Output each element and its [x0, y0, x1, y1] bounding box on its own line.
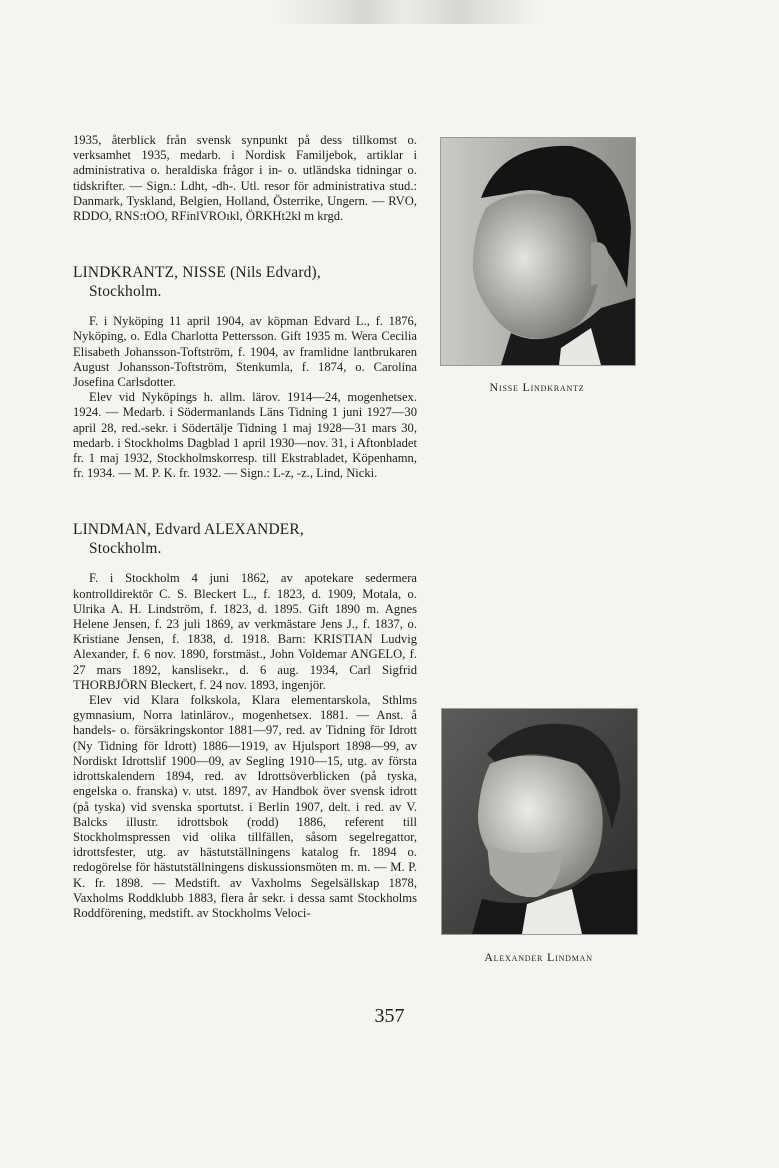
entry-lindkrantz [73, 263, 417, 481]
entry-heading [73, 263, 417, 301]
page-number: 357 [374, 1005, 405, 1027]
intro-paragraph: 1935, återblick från svensk synpunkt på dess tillkomst o. verksamhet 1935, medarb. i Nordisk Familjebok, artiklar i administrativa o. heraldiska frågor i in- o. utländska tidningar o. tidskrifter. — Sign.: Ldht, -dh-. Utl. resor för administrativa stud.: Danmark, Tyskland, Belgien, Holland, Österrike, Ungern. — RVO, RDDO, RNS:tOO, RFinlVROıkl, ÖRKHt2kl m krgd. [73, 133, 417, 224]
entry-lindman [73, 520, 417, 921]
portrait-image [441, 138, 635, 365]
entry-place: Stockholm. [89, 540, 162, 558]
entry-paragraph: Elev vid Klara folkskola, Klara elementarskola, Sthlms gymnasium, Norra latinlärov., mogenhetsex. 1881. — Anst. å handels- o. försäkringskontor 1881—97, red. av Tidning för Idrott (Ny Tidning för Idrott) 1886—1919, av Hjulsport 1898—99, av Nordiskt Idrottslif 1900—09, av Segling 1910—15, utg. av första idrottskalendern 1894, red. av Idrottsöverblicken (på tyska, engelska o. franska) v. utst. 1897, av Handbok över svensk idrott (på tyska) vid svenska sportutst. i Berlin 1907, delt. i red. av V. Balcks illustr. idrottsbok (rodd) 1886, referent till Stockholmspressen vid olika tillfällen, såsom segelregattor, idrottsfester, utg. av hästutställningens katalog fr. 1894 o. redogörelse för hästutställningens diskussionsmöten m. m. — M. P. K. fr. 1898. — Medstift. av Vaxholms Segelsällskap 1878, Vaxholms Roddklubb 1883, flera år sekr. i dessa samt Stockholms Roddförening, medstift. av Stockholms Veloci- [73, 693, 417, 920]
entry-name: LINDMAN, Edvard ALEXANDER, [73, 521, 304, 539]
entry-place: Stockholm. [89, 283, 162, 301]
entry-name: LINDKRANTZ, NISSE (Nils Edvard), [73, 264, 321, 282]
photo-caption: Alexander Lindman [484, 950, 593, 964]
entry-paragraph: F. i Stockholm 4 juni 1862, av apotekare sedermera kontrolldirektör C. S. Bleckert L., f. 1823, d. 1909, Motala, o. Ulrika A. H. Lindström, f. 1823, d. 1895. Gift 1890 m. Agnes Helene Jensen, f. 23 juli 1869, av verkmästare Jens J., f. 1837, o. Kristiane Jensen, f. 1838, d. 1918. Barn: KRISTIAN Ludvig Alexander, f. 6 nov. 1890, forstmäst., John Voldemar ANGELO, f. 27 mars 1892, kanslisekr., d. 6 aug. 1934, Carl Sigfrid THORBJÖRN Bleckert, f. 24 nov. 1893, ingenjör. [73, 571, 417, 692]
portrait-photo-lindkrantz [440, 137, 636, 366]
text-column [73, 133, 417, 921]
photo-caption: Nisse Lindkrantz [489, 380, 585, 394]
portrait-image [442, 709, 637, 934]
scan-edge-mark [270, 0, 540, 24]
entry-paragraph: F. i Nyköping 11 april 1904, av köpman Edvard L., f. 1876, Nyköping, o. Edla Charlotta Pettersson. Gift 1935 m. Wera Cecilia Elisabeth Johansson-Toftström, f. 1904, av framlidne lantbrukaren August Johansson-Toftström, Stenkumla, f. 1874, o. Carolina Josefina Carlsdotter. [73, 314, 417, 390]
entry-paragraph: Elev vid Nyköpings h. allm. lärov. 1914—24, mogenhetsex. 1924. — Medarb. i Södermanlands Läns Tidning 1 juni 1927—30 april 28, red.-sekr. i Södertälje Tidning 1 maj 1928—31 mars 30, medarb. i Stockholms Dagblad 1 april 1930—nov. 31, i Aftonbladet fr. 1 maj 1932, Stockholmskorresp. till Ekstrabladet, Köpenhamn, fr. 1934. — M. P. K. fr. 1932. — Sign.: L-z, -z., Lind, Nicki. [73, 390, 417, 481]
entry-heading [73, 520, 417, 558]
portrait-photo-lindman [441, 708, 638, 935]
